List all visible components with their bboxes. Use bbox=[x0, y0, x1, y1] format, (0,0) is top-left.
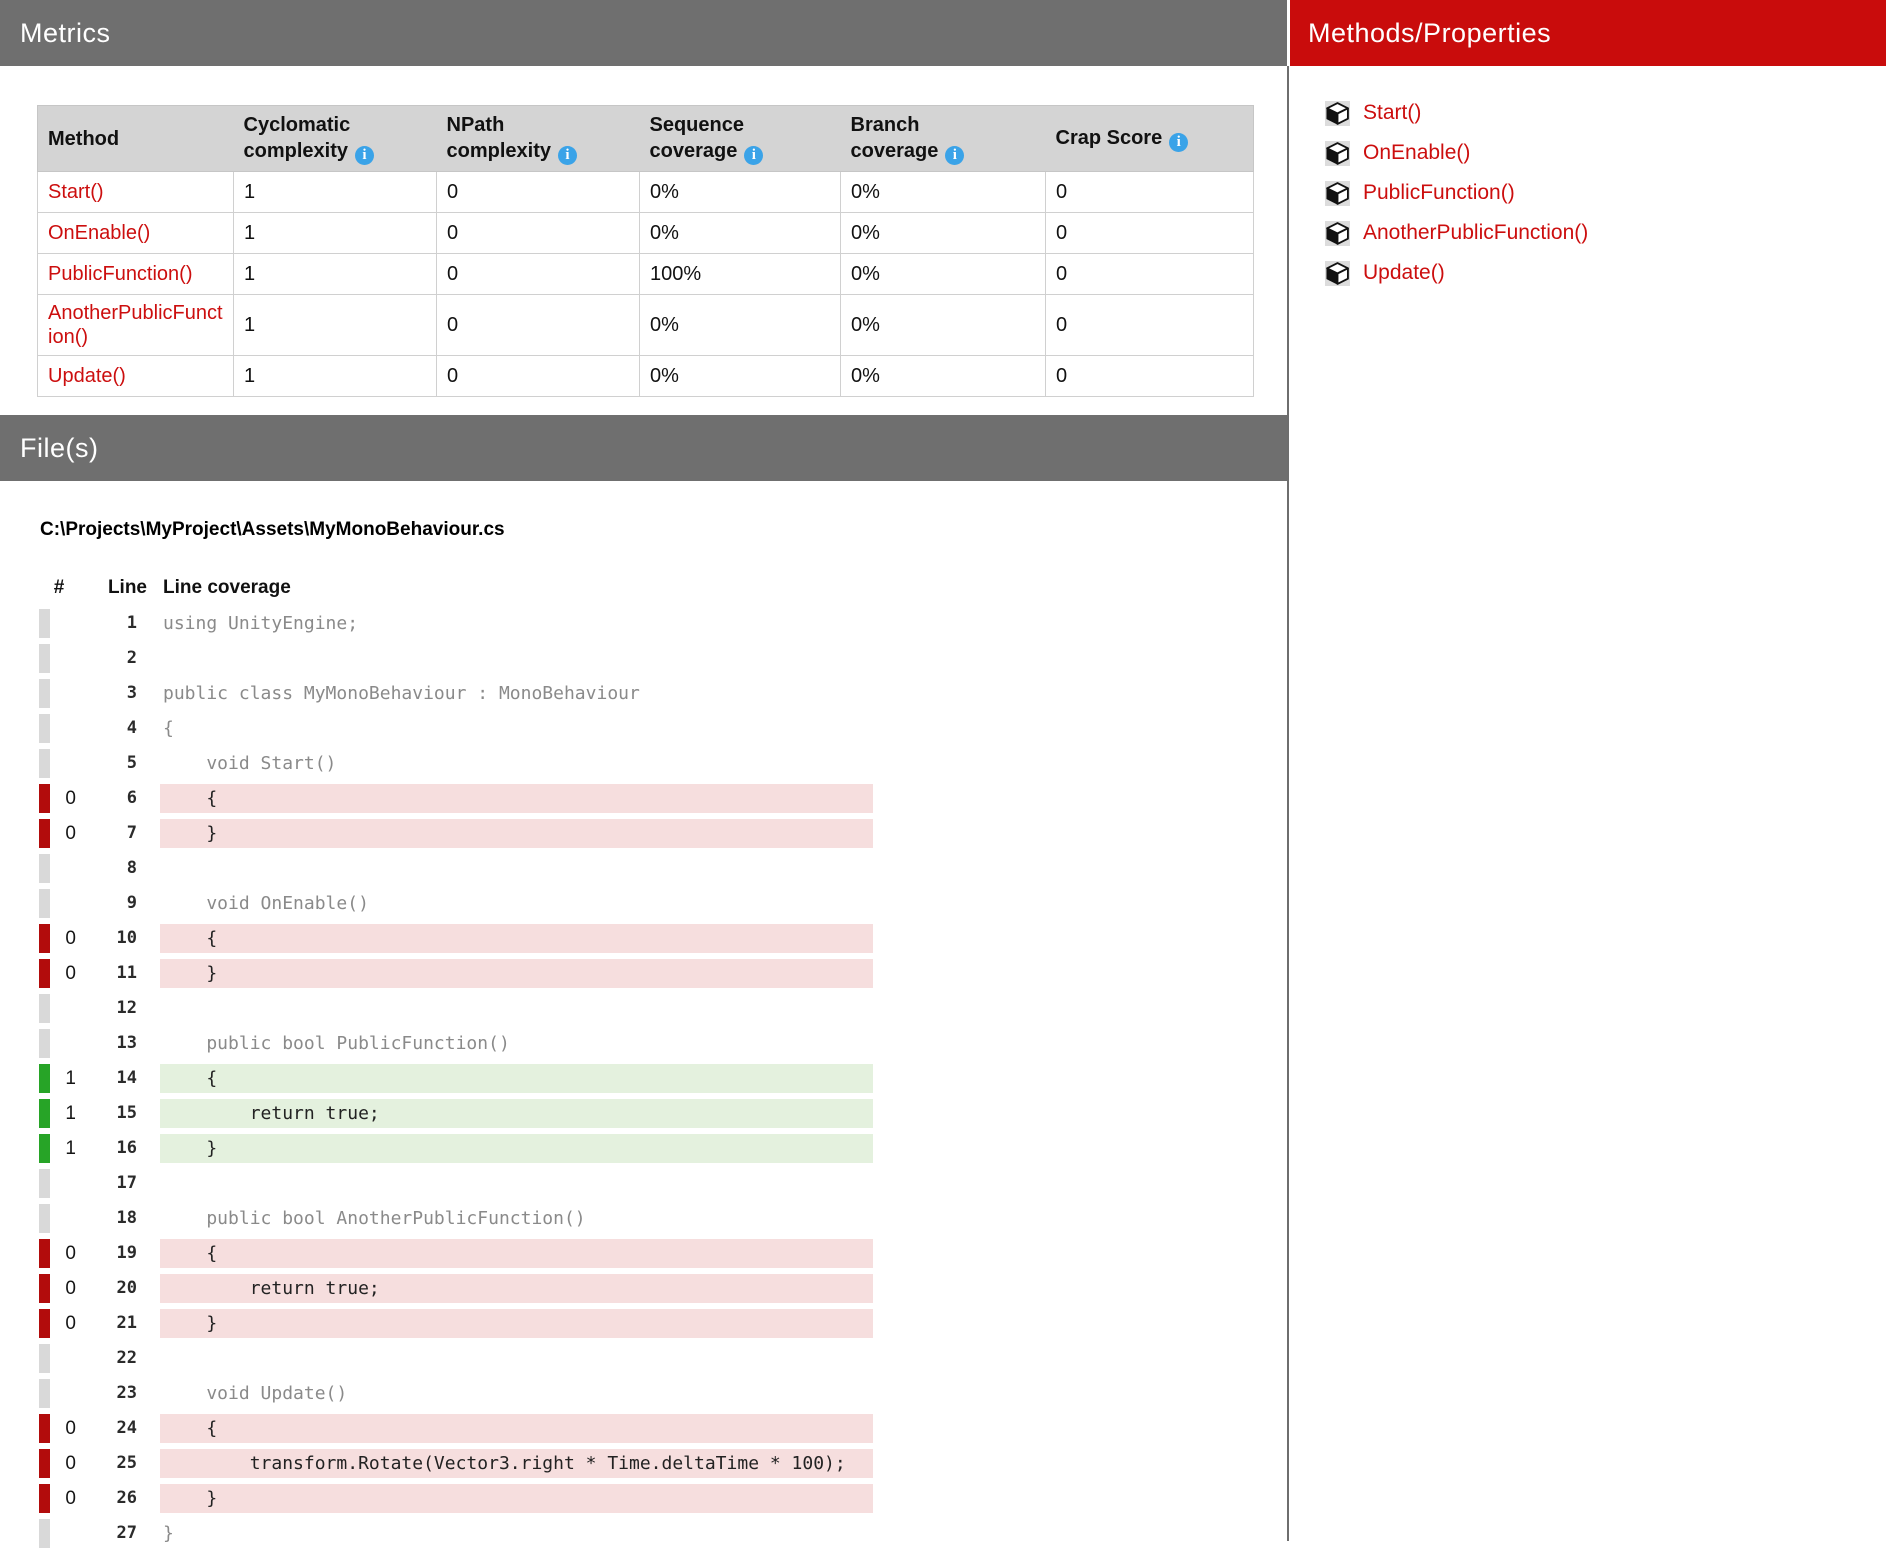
metric-value: 0% bbox=[640, 213, 841, 254]
visit-count: 0 bbox=[65, 823, 76, 844]
uncovered-indicator bbox=[39, 1274, 50, 1303]
code-line-15 bbox=[0, 1096, 1287, 1131]
metric-value: 0 bbox=[437, 172, 640, 213]
line-number: 18 bbox=[116, 1208, 137, 1228]
neutral-indicator bbox=[39, 749, 50, 778]
visit-count: 1 bbox=[65, 1138, 76, 1159]
neutral-indicator bbox=[39, 1379, 50, 1408]
code-line-6 bbox=[0, 781, 1287, 816]
code-line-25 bbox=[0, 1446, 1287, 1481]
sidebar-method-link-anotherpublicfunction[interactable] bbox=[1290, 213, 1886, 253]
metric-value: 0 bbox=[1046, 356, 1254, 397]
metric-value: 1 bbox=[234, 172, 437, 213]
methods-section-title: Methods/Properties bbox=[1308, 18, 1552, 48]
info-icon[interactable]: i bbox=[558, 146, 577, 165]
code-text: { bbox=[160, 784, 873, 813]
code-text: public class MyMonoBehaviour : MonoBehaviour bbox=[163, 683, 640, 704]
metric-value: 0% bbox=[841, 254, 1046, 295]
neutral-indicator bbox=[39, 1344, 50, 1373]
column-header-branch-coverage: Branch coverage i bbox=[841, 106, 1046, 172]
visit-count: 1 bbox=[65, 1068, 76, 1089]
code-text: } bbox=[160, 1484, 873, 1513]
code-line-4 bbox=[0, 711, 1287, 746]
code-line-11 bbox=[0, 956, 1287, 991]
visit-count: 1 bbox=[65, 1103, 76, 1124]
neutral-indicator bbox=[39, 889, 50, 918]
cube-icon bbox=[1325, 141, 1350, 166]
covered-indicator bbox=[39, 1099, 50, 1128]
cube-icon bbox=[1325, 261, 1350, 286]
line-number: 14 bbox=[116, 1068, 137, 1088]
code-line-24 bbox=[0, 1411, 1287, 1446]
line-number: 20 bbox=[116, 1278, 137, 1298]
metric-value: 0 bbox=[1046, 213, 1254, 254]
method-link[interactable]: OnEnable() bbox=[38, 213, 234, 254]
line-number: 5 bbox=[126, 753, 137, 773]
code-line-5 bbox=[0, 746, 1287, 781]
visit-count-column-header: # bbox=[53, 577, 65, 598]
line-coverage-column-header: Line coverage bbox=[163, 577, 291, 598]
code-text: { bbox=[163, 718, 174, 739]
code-text: using UnityEngine; bbox=[163, 613, 359, 634]
line-number: 3 bbox=[126, 683, 137, 703]
uncovered-indicator bbox=[39, 1449, 50, 1478]
code-text: } bbox=[160, 819, 873, 848]
metric-value: 1 bbox=[234, 254, 437, 295]
sidebar-method-link-publicfunction[interactable] bbox=[1290, 173, 1886, 213]
code-line-13 bbox=[0, 1026, 1287, 1061]
visit-count: 0 bbox=[65, 1313, 76, 1334]
method-link[interactable]: Start() bbox=[38, 172, 234, 213]
line-number: 8 bbox=[126, 858, 137, 878]
code-text: return true; bbox=[160, 1274, 873, 1303]
uncovered-indicator bbox=[39, 819, 50, 848]
code-line-12 bbox=[0, 991, 1287, 1026]
covered-indicator bbox=[39, 1064, 50, 1093]
metric-value: 0% bbox=[841, 356, 1046, 397]
visit-count: 0 bbox=[65, 1418, 76, 1439]
code-text: } bbox=[163, 1523, 174, 1544]
method-list bbox=[1290, 93, 1886, 293]
visit-count: 0 bbox=[65, 788, 76, 809]
code-text: return true; bbox=[160, 1099, 873, 1128]
metrics-row-onenable bbox=[38, 213, 1254, 254]
info-icon[interactable]: i bbox=[945, 146, 964, 165]
sidebar-panel bbox=[1290, 0, 1886, 1541]
line-number: 13 bbox=[116, 1033, 137, 1053]
line-number: 9 bbox=[126, 893, 137, 913]
code-line-27 bbox=[0, 1516, 1287, 1551]
metric-value: 0% bbox=[640, 356, 841, 397]
metric-value: 0 bbox=[437, 213, 640, 254]
code-line-8 bbox=[0, 851, 1287, 886]
code-line-26 bbox=[0, 1481, 1287, 1516]
code-text bbox=[160, 854, 873, 883]
column-header-cyclomatic-complexity: Cyclomatic complexity i bbox=[234, 106, 437, 172]
line-number: 12 bbox=[116, 998, 137, 1018]
metric-value: 1 bbox=[234, 356, 437, 397]
metric-value: 0 bbox=[437, 356, 640, 397]
metric-value: 0% bbox=[841, 295, 1046, 356]
column-header-sequence-coverage: Sequence coverage i bbox=[640, 106, 841, 172]
line-number: 1 bbox=[126, 613, 137, 633]
line-number: 11 bbox=[116, 963, 137, 983]
code-text bbox=[160, 644, 873, 673]
column-header-npath-complexity: NPath complexity i bbox=[437, 106, 640, 172]
visit-count: 0 bbox=[65, 1488, 76, 1509]
line-number: 22 bbox=[116, 1348, 137, 1368]
neutral-indicator bbox=[39, 994, 50, 1023]
info-icon[interactable]: i bbox=[744, 146, 763, 165]
code-text: } bbox=[160, 1134, 873, 1163]
sidebar-method-label: Update() bbox=[1363, 261, 1445, 284]
visit-count: 0 bbox=[65, 1278, 76, 1299]
column-header-method: Method bbox=[38, 106, 234, 172]
visit-count: 0 bbox=[65, 928, 76, 949]
info-icon[interactable]: i bbox=[1169, 133, 1188, 152]
methods-section-header bbox=[1290, 0, 1886, 66]
code-line-18 bbox=[0, 1201, 1287, 1236]
metrics-section-header bbox=[0, 0, 1287, 66]
neutral-indicator bbox=[39, 609, 50, 638]
code-text: transform.Rotate(Vector3.right * Time.deltaTime * 100); bbox=[160, 1449, 873, 1478]
code-text: { bbox=[160, 1064, 873, 1093]
metrics-row-anotherpublicfunction bbox=[38, 295, 1254, 356]
code-table-header bbox=[0, 577, 1287, 605]
code-text: } bbox=[160, 1309, 873, 1338]
line-number: 6 bbox=[126, 788, 137, 808]
code-line-2 bbox=[0, 641, 1287, 676]
sidebar-method-link-onenable[interactable] bbox=[1290, 133, 1886, 173]
code-text: void OnEnable() bbox=[163, 893, 369, 914]
sidebar-method-label: OnEnable() bbox=[1363, 141, 1471, 164]
files-section-header bbox=[0, 415, 1287, 481]
code-text bbox=[160, 1169, 873, 1198]
code-line-9 bbox=[0, 886, 1287, 921]
cube-icon bbox=[1325, 181, 1350, 206]
line-column-header: Line bbox=[107, 577, 147, 598]
neutral-indicator bbox=[39, 1029, 50, 1058]
cube-icon bbox=[1325, 101, 1350, 126]
neutral-indicator bbox=[39, 1519, 50, 1548]
uncovered-indicator bbox=[39, 1484, 50, 1513]
code-line-14 bbox=[0, 1061, 1287, 1096]
metric-value: 1 bbox=[234, 213, 437, 254]
metrics-row-publicfunction bbox=[38, 254, 1254, 295]
code-text: } bbox=[160, 959, 873, 988]
visit-count: 0 bbox=[65, 1453, 76, 1474]
code-line-22 bbox=[0, 1341, 1287, 1376]
code-text: public bool AnotherPublicFunction() bbox=[163, 1208, 586, 1229]
sidebar-method-label: PublicFunction() bbox=[1363, 181, 1515, 204]
uncovered-indicator bbox=[39, 924, 50, 953]
code-line-7 bbox=[0, 816, 1287, 851]
files-section-title: File(s) bbox=[20, 433, 99, 463]
code-text: { bbox=[160, 924, 873, 953]
code-text: { bbox=[160, 1239, 873, 1268]
method-link[interactable]: PublicFunction() bbox=[38, 254, 234, 295]
neutral-indicator bbox=[39, 1204, 50, 1233]
metrics-table bbox=[37, 105, 1254, 397]
file-path: C:\Projects\MyProject\Assets\MyMonoBehaviour.cs bbox=[40, 519, 505, 540]
code-line-3 bbox=[0, 676, 1287, 711]
line-number: 4 bbox=[126, 718, 137, 738]
metric-value: 0% bbox=[640, 295, 841, 356]
line-number: 19 bbox=[116, 1243, 137, 1263]
line-number: 15 bbox=[116, 1103, 137, 1123]
line-number: 23 bbox=[116, 1383, 137, 1403]
neutral-indicator bbox=[39, 714, 50, 743]
method-link[interactable]: Update() bbox=[38, 356, 234, 397]
sidebar-method-link-start[interactable] bbox=[1290, 93, 1886, 133]
line-number: 7 bbox=[126, 823, 137, 843]
line-number: 10 bbox=[116, 928, 137, 948]
metric-value: 0% bbox=[841, 213, 1046, 254]
info-icon[interactable]: i bbox=[355, 146, 374, 165]
neutral-indicator bbox=[39, 679, 50, 708]
column-header-crap-score: Crap Score i bbox=[1046, 106, 1254, 172]
metric-value: 0 bbox=[437, 254, 640, 295]
line-number: 25 bbox=[116, 1453, 137, 1473]
visit-count: 0 bbox=[65, 963, 76, 984]
uncovered-indicator bbox=[39, 1239, 50, 1268]
line-number: 24 bbox=[116, 1418, 137, 1438]
line-number: 17 bbox=[116, 1173, 137, 1193]
line-number: 27 bbox=[116, 1523, 137, 1543]
sidebar-method-link-update[interactable] bbox=[1290, 253, 1886, 293]
line-number: 21 bbox=[116, 1313, 137, 1333]
covered-indicator bbox=[39, 1134, 50, 1163]
metric-value: 0 bbox=[1046, 254, 1254, 295]
code-line-17 bbox=[0, 1166, 1287, 1201]
metrics-row-update bbox=[38, 356, 1254, 397]
code-text: public bool PublicFunction() bbox=[163, 1033, 510, 1054]
metrics-table-header-row bbox=[38, 106, 1254, 172]
code-line-21 bbox=[0, 1306, 1287, 1341]
metric-value: 0 bbox=[1046, 295, 1254, 356]
neutral-indicator bbox=[39, 1169, 50, 1198]
code-line-20 bbox=[0, 1271, 1287, 1306]
panel-divider bbox=[1287, 66, 1289, 1541]
metrics-row-start bbox=[38, 172, 1254, 213]
code-text: { bbox=[160, 1414, 873, 1443]
code-line-16 bbox=[0, 1131, 1287, 1166]
uncovered-indicator bbox=[39, 1414, 50, 1443]
metric-value: 0% bbox=[841, 172, 1046, 213]
metrics-section-title: Metrics bbox=[20, 18, 111, 48]
metric-value: 100% bbox=[640, 254, 841, 295]
code-text: void Update() bbox=[163, 1383, 348, 1404]
neutral-indicator bbox=[39, 644, 50, 673]
code-text bbox=[160, 994, 873, 1023]
visit-count: 0 bbox=[65, 1243, 76, 1264]
metric-value: 1 bbox=[234, 295, 437, 356]
uncovered-indicator bbox=[39, 1309, 50, 1338]
uncovered-indicator bbox=[39, 784, 50, 813]
line-number: 26 bbox=[116, 1488, 137, 1508]
code-line-19 bbox=[0, 1236, 1287, 1271]
code-line-10 bbox=[0, 921, 1287, 956]
sidebar-method-label: AnotherPublicFunction() bbox=[1363, 221, 1589, 244]
line-number: 2 bbox=[126, 648, 137, 668]
code-line-23 bbox=[0, 1376, 1287, 1411]
sidebar-method-label: Start() bbox=[1363, 101, 1422, 124]
metric-value: 0% bbox=[640, 172, 841, 213]
cube-icon bbox=[1325, 221, 1350, 246]
method-link[interactable]: AnotherPublicFunction() bbox=[38, 295, 234, 356]
code-line-1 bbox=[0, 606, 1287, 641]
line-number: 16 bbox=[116, 1138, 137, 1158]
uncovered-indicator bbox=[39, 959, 50, 988]
code-listing bbox=[0, 606, 1287, 1551]
code-text: void Start() bbox=[163, 753, 337, 774]
code-text bbox=[160, 1344, 873, 1373]
metric-value: 0 bbox=[1046, 172, 1254, 213]
neutral-indicator bbox=[39, 854, 50, 883]
metric-value: 0 bbox=[437, 295, 640, 356]
